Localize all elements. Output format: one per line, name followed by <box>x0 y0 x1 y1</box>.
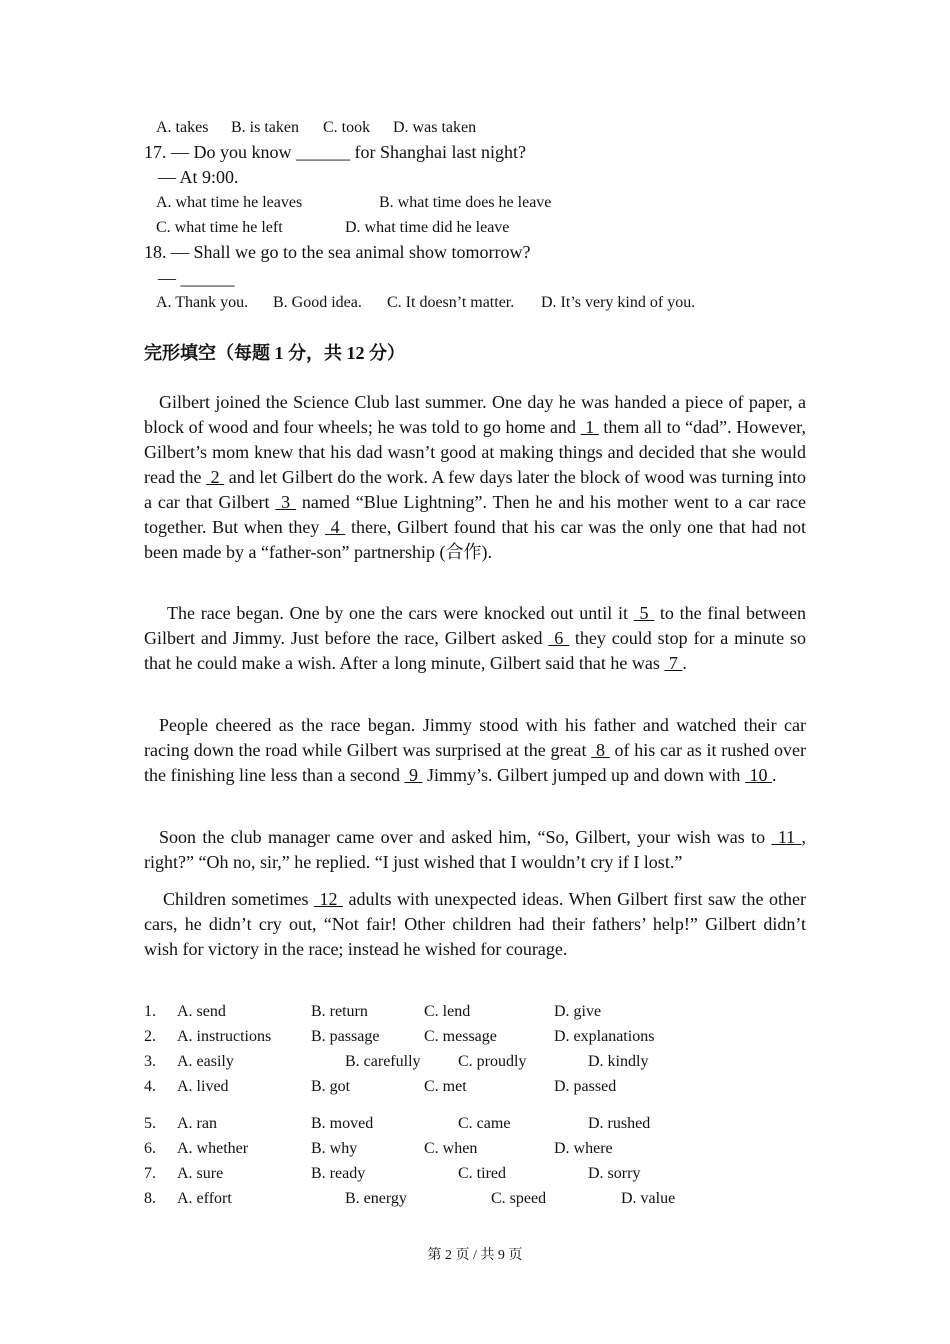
q16-option-c: C. took <box>323 119 371 136</box>
blank-4: 4 <box>325 517 346 537</box>
section-heading: 完形填空（每题 1 分，共 12 分） <box>144 343 405 363</box>
page-footer: 第 2 页 / 共 9 页 <box>427 1248 523 1263</box>
q17-option-a: A. what time he leaves <box>156 194 303 211</box>
blank-2: 2 <box>206 467 225 487</box>
blank-6: 6 <box>548 628 570 648</box>
blank-1: 1 <box>580 417 599 437</box>
q17-question: 17. — Do you know ______ for Shanghai last night? <box>144 142 526 162</box>
q18-question: 18. — Shall we go to the sea animal show tomorrow? <box>144 242 531 262</box>
choice-number: 6. <box>144 1140 156 1157</box>
choice-option: A. instructions <box>177 1028 272 1045</box>
choice-option: C. lend <box>424 1003 471 1020</box>
choice-option: A. sure <box>177 1165 224 1182</box>
choice-option: D. give <box>554 1003 602 1020</box>
passage-text: , right?” “Oh no, sir,” he replied. “I just wished that I wouldn’t cry if I lost.” <box>144 827 806 872</box>
passage-text: People cheered as the race began. Jimmy stood with his father and watched their car racing down the road while Gilbert was surprised at the great <box>144 715 806 760</box>
passage-text: . <box>771 765 777 785</box>
q16-option-d: D. was taken <box>393 119 477 136</box>
choice-option: D. explanations <box>554 1028 655 1045</box>
passage-paragraph-1 <box>144 390 806 565</box>
choice-option: C. met <box>424 1078 467 1095</box>
passage-text: The race began. One by one the cars were knocked out until it <box>167 603 634 623</box>
passage-text: Jimmy’s. Gilbert jumped up and down with <box>422 765 745 785</box>
choice-option: C. when <box>424 1140 478 1157</box>
choice-option: B. got <box>311 1078 351 1095</box>
passage-text: to the final between Gilbert and Jimmy. Just before the race, Gilbert asked <box>144 603 807 648</box>
passage-paragraph-4 <box>144 825 806 875</box>
passage-text: . <box>682 653 687 673</box>
choice-option: B. energy <box>345 1190 407 1207</box>
choice-option: C. speed <box>491 1190 547 1207</box>
choice-option: A. whether <box>177 1140 249 1157</box>
passage-text: named “Blue Lightning”. Then he and his mother went to a car race together. But when they <box>144 492 807 537</box>
choice-number: 5. <box>144 1115 156 1132</box>
passage-paragraph-3 <box>144 713 806 788</box>
choice-option: A. effort <box>177 1190 232 1207</box>
blank-8: 8 <box>591 740 610 760</box>
blank-12: 12 <box>313 889 343 909</box>
q16-option-a: A. takes <box>156 119 209 136</box>
blank-9: 9 <box>404 765 423 785</box>
choice-option: B. why <box>311 1140 358 1157</box>
blank-5: 5 <box>633 603 655 623</box>
q18-option-c: C. It doesn’t matter. <box>387 294 515 311</box>
choice-option: A. lived <box>177 1078 229 1095</box>
choice-number: 1. <box>144 1003 156 1020</box>
choice-option: A. send <box>177 1003 226 1020</box>
choice-option: A. easily <box>177 1053 234 1070</box>
q16-option-b: B. is taken <box>231 119 299 136</box>
blank-3: 3 <box>275 492 297 512</box>
choice-option: A. ran <box>177 1115 217 1132</box>
passage-paragraph-2 <box>144 601 806 676</box>
blank-10: 10 <box>744 765 772 785</box>
passage-text: them all to “dad”. However, Gilbert’s mom knew that his dad wasn’t good at making things and decided that she would read the <box>144 417 806 487</box>
choice-option: B. return <box>311 1003 368 1020</box>
passage-text: of his car as it rushed over the finishing line less than a second <box>144 740 807 785</box>
passage-text: there, Gilbert found that his car was the only one that had not been made by a “father-son” partnership (合作). <box>144 517 806 562</box>
choice-option: B. passage <box>311 1028 380 1045</box>
choice-number: 4. <box>144 1078 156 1095</box>
choice-number: 8. <box>144 1190 156 1207</box>
choice-option: D. kindly <box>588 1053 649 1070</box>
choice-option: D. rushed <box>588 1115 651 1132</box>
choice-number: 7. <box>144 1165 156 1182</box>
choice-option: C. came <box>458 1115 511 1132</box>
passage-text: they could stop for a minute so that he could make a wish. After a long minute, Gilbert said that he was <box>144 628 806 673</box>
choice-option: C. tired <box>458 1165 506 1182</box>
choice-option: D. value <box>621 1190 676 1207</box>
passage-text: and let Gilbert do the work. A few days later the block of wood was turning into a car that Gilbert <box>144 467 806 512</box>
q17-option-c: C. what time he left <box>156 219 283 236</box>
choice-option: B. moved <box>311 1115 374 1132</box>
passage-text: Soon the club manager came over and asked him, “So, Gilbert, your wish was to <box>159 827 772 847</box>
passage-paragraph-5 <box>144 887 806 962</box>
choice-option: B. carefully <box>345 1053 421 1070</box>
choice-option: B. ready <box>311 1165 366 1182</box>
q18-option-b: B. Good idea. <box>273 294 362 311</box>
choice-option: D. where <box>554 1140 613 1157</box>
blank-11: 11 <box>771 827 802 847</box>
q18-option-a: A. Thank you. <box>156 294 249 311</box>
blank-7: 7 <box>664 653 683 673</box>
q17-answer: — At 9:00. <box>158 167 239 187</box>
q18-answer: — ______ <box>158 268 235 288</box>
q18-option-d: D. It’s very kind of you. <box>541 294 696 311</box>
passage-text: Children sometimes <box>163 889 314 909</box>
passage-text: adults with unexpected ideas. When Gilbert first saw the other cars, he didn’t cry out, “Not fair! Other children had their fathers’ help!” Gilbert didn’t wish for victory in the race; instead he wished for courage. <box>144 889 807 959</box>
choice-option: C. proudly <box>458 1053 527 1070</box>
choice-option: D. sorry <box>588 1165 641 1182</box>
choice-number: 3. <box>144 1053 156 1070</box>
q17-option-b: B. what time does he leave <box>379 194 552 211</box>
choice-number: 2. <box>144 1028 156 1045</box>
passage-text: Gilbert joined the Science Club last summer. One day he was handed a piece of paper, a block of wood and four wheels; he was told to go home and <box>144 392 806 437</box>
choice-option: D. passed <box>554 1078 617 1095</box>
q17-option-d: D. what time did he leave <box>345 219 510 236</box>
choice-option: C. message <box>424 1028 497 1045</box>
